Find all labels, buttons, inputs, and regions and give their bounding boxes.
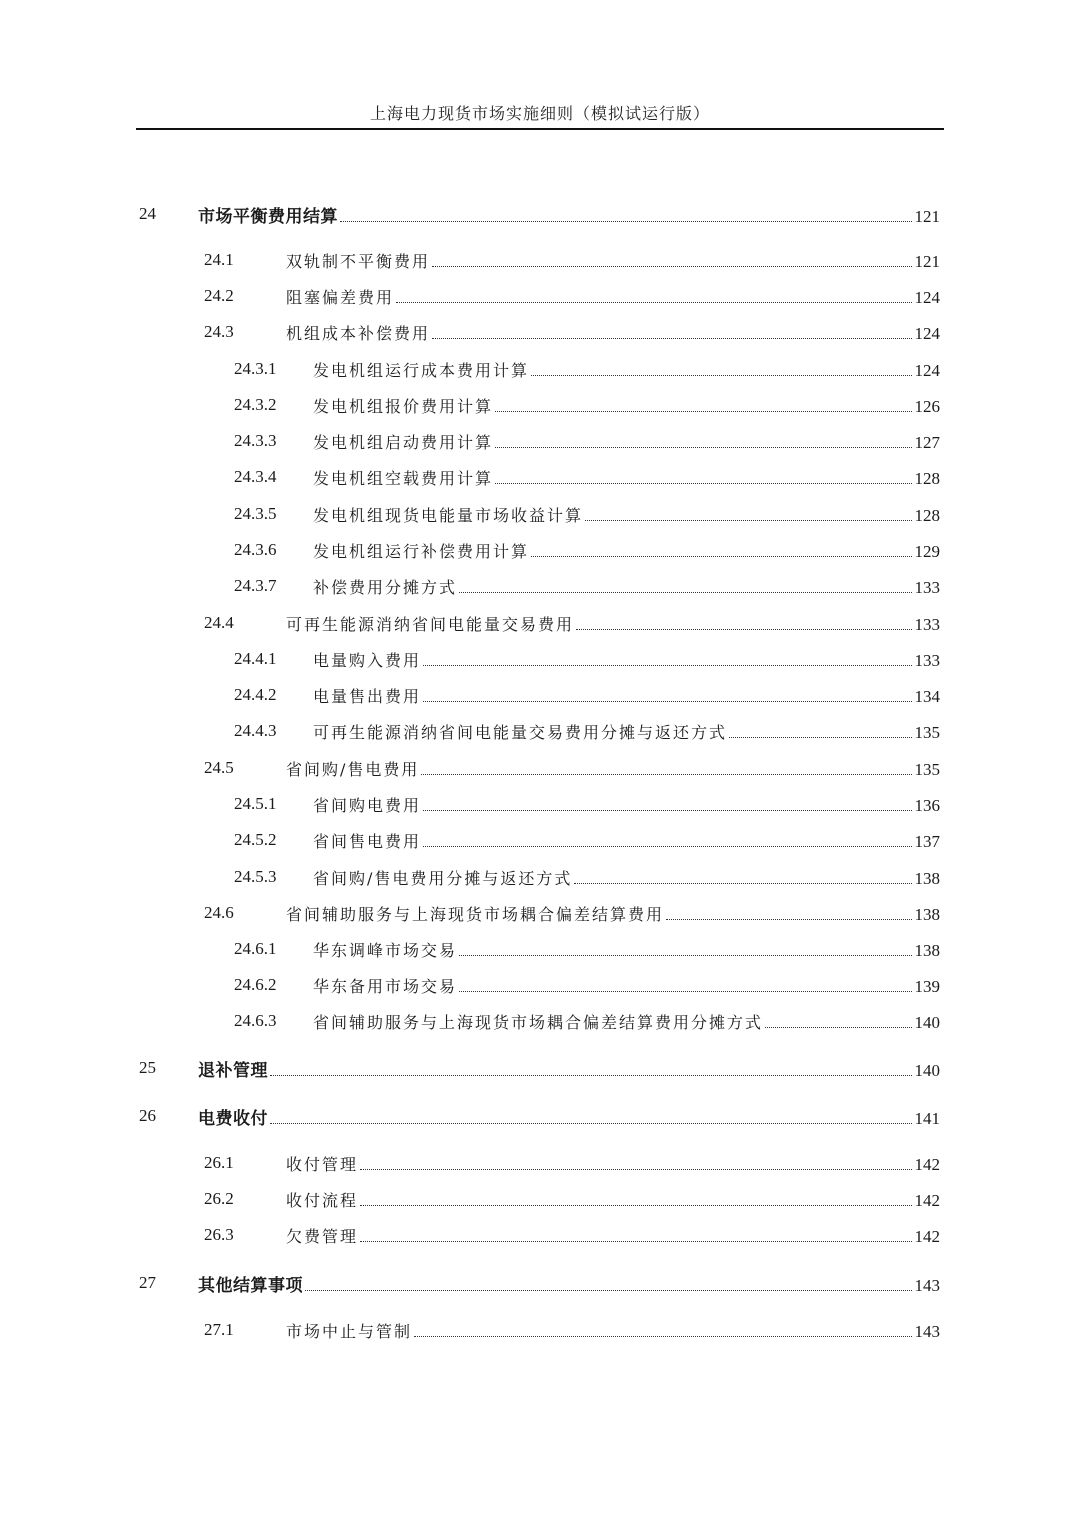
toc-entry-title: 省间售电费用 <box>313 831 422 851</box>
toc-entry-page: 140 <box>914 1012 940 1032</box>
toc-entry[interactable] <box>0 500 1080 528</box>
toc-entry-line <box>198 202 940 227</box>
toc-entry-title: 收付管理 <box>286 1154 359 1174</box>
toc-entry-number: 24.6 <box>204 903 234 922</box>
toc-entry-line <box>313 974 940 997</box>
toc-entry[interactable] <box>0 355 1080 383</box>
toc-entry-line <box>313 358 940 381</box>
toc-entry-title: 电量售出费用 <box>313 686 422 706</box>
toc-entry-page: 129 <box>914 541 940 561</box>
toc-entry-title: 收付流程 <box>286 1190 359 1210</box>
toc-entry-page: 126 <box>914 396 940 416</box>
dot-leader <box>495 447 911 448</box>
toc-entry-page: 137 <box>914 831 940 851</box>
toc-entry-page: 124 <box>914 287 940 307</box>
dot-leader <box>423 846 911 847</box>
toc-entry-line <box>286 1188 940 1211</box>
toc-entry-title: 华东调峰市场交易 <box>313 940 458 960</box>
toc-entry-title: 发电机组运行成本费用计算 <box>313 360 530 380</box>
toc-entry-page: 140 <box>914 1060 940 1080</box>
toc-entry[interactable] <box>0 1185 1080 1213</box>
toc-entry[interactable] <box>0 790 1080 818</box>
toc-entry[interactable] <box>0 863 1080 891</box>
toc-entry-page: 133 <box>914 650 940 670</box>
toc-entry-line <box>313 684 940 707</box>
toc-entry-line <box>286 1224 940 1247</box>
toc-entry-line <box>286 612 940 635</box>
toc-entry-line <box>313 648 940 671</box>
toc-entry-title: 可再生能源消纳省间电能量交易费用分摊与返还方式 <box>313 722 728 742</box>
toc-entry-line <box>198 1104 940 1129</box>
header-rule <box>136 128 944 130</box>
toc-entry[interactable] <box>0 899 1080 927</box>
toc-entry[interactable] <box>0 1269 1080 1297</box>
header-title: 上海电力现货市场实施细则（模拟试运行版） <box>369 104 710 123</box>
dot-leader <box>305 1290 912 1291</box>
toc-entry-line <box>313 430 940 453</box>
toc-entry-page: 135 <box>914 722 940 742</box>
toc-entry-page: 127 <box>914 432 940 452</box>
toc-entry-page: 134 <box>914 686 940 706</box>
toc-entry-page: 138 <box>914 868 940 888</box>
toc-entry-line <box>198 1056 940 1081</box>
dot-leader <box>531 556 911 557</box>
dot-leader <box>459 991 911 992</box>
toc-entry-number: 24.3.6 <box>234 540 277 559</box>
toc-entry-title: 省间购/售电费用分摊与返还方式 <box>313 868 573 888</box>
toc-entry-title: 发电机组空载费用计算 <box>313 468 494 488</box>
toc-entry-number: 24.3.7 <box>234 576 277 595</box>
toc-entry-page: 138 <box>914 940 940 960</box>
toc-entry-line <box>286 1152 940 1175</box>
toc-entry-title: 补偿费用分摊方式 <box>313 577 458 597</box>
dot-leader <box>765 1027 911 1028</box>
toc-entry-number: 27 <box>139 1273 156 1292</box>
toc-entry-line <box>286 1319 940 1342</box>
toc-entry[interactable] <box>0 1316 1080 1344</box>
dot-leader <box>459 955 911 956</box>
toc-entry[interactable] <box>0 200 1080 228</box>
toc-entry-title: 省间购电费用 <box>313 795 422 815</box>
toc-entry-number: 24.3.4 <box>234 467 277 486</box>
toc-entry-title: 机组成本补偿费用 <box>286 323 431 343</box>
toc-entry[interactable] <box>0 246 1080 274</box>
toc-entry-line <box>313 793 940 816</box>
toc-entry-line <box>286 902 940 925</box>
toc-entry-line <box>313 866 940 889</box>
toc-entry-title: 华东备用市场交易 <box>313 976 458 996</box>
toc-entry-line <box>313 503 940 526</box>
toc-entry[interactable] <box>0 826 1080 854</box>
toc-entry[interactable] <box>0 645 1080 673</box>
toc-entry-number: 24.6.1 <box>234 939 277 958</box>
dot-leader <box>340 221 912 222</box>
toc-entry-line <box>313 1010 940 1033</box>
toc-entry-title: 省间购/售电费用 <box>286 759 420 779</box>
dot-leader <box>423 701 911 702</box>
toc-entry[interactable] <box>0 1054 1080 1082</box>
dot-leader <box>414 1336 911 1337</box>
toc-entry[interactable] <box>0 935 1080 963</box>
toc-entry-line <box>286 249 940 272</box>
dot-leader <box>495 483 911 484</box>
toc-entry-title: 省间辅助服务与上海现货市场耦合偏差结算费用 <box>286 904 665 924</box>
toc-entry-number: 24.3.3 <box>234 431 277 450</box>
dot-leader <box>396 302 911 303</box>
toc-entry-number: 25 <box>139 1058 156 1077</box>
dot-leader <box>432 266 911 267</box>
toc-entry-number: 24.2 <box>204 286 234 305</box>
toc-entry[interactable] <box>0 681 1080 709</box>
toc-entry-page: 133 <box>914 577 940 597</box>
toc-entry-line <box>286 757 940 780</box>
toc-entry-title: 发电机组运行补偿费用计算 <box>313 541 530 561</box>
dot-leader <box>432 338 911 339</box>
toc-entry-title: 发电机组启动费用计算 <box>313 432 494 452</box>
toc-entry-title: 发电机组现货电能量市场收益计算 <box>313 505 584 525</box>
dot-leader <box>270 1075 912 1076</box>
toc-entry[interactable] <box>0 572 1080 600</box>
toc-entry-title: 市场平衡费用结算 <box>198 206 338 227</box>
toc-entry-number: 24.4 <box>204 613 234 632</box>
toc-entry-title: 电量购入费用 <box>313 650 422 670</box>
dot-leader <box>729 737 911 738</box>
toc-entry-page: 133 <box>914 614 940 634</box>
toc-entry[interactable] <box>0 463 1080 491</box>
toc-entry-number: 24.4.2 <box>234 685 277 704</box>
dot-leader <box>495 411 911 412</box>
toc-entry[interactable] <box>0 754 1080 782</box>
toc-entry-line <box>286 321 940 344</box>
toc-entry-title: 发电机组报价费用计算 <box>313 396 494 416</box>
toc-entry-page: 121 <box>914 206 940 226</box>
toc-entry-title: 双轨制不平衡费用 <box>286 251 431 271</box>
toc-entry-page: 143 <box>914 1275 940 1295</box>
toc-entry-title: 退补管理 <box>198 1060 268 1081</box>
toc-entry-number: 24.5 <box>204 758 234 777</box>
toc-entry-line <box>286 285 940 308</box>
dot-leader <box>360 1241 911 1242</box>
dot-leader <box>459 592 911 593</box>
dot-leader <box>585 520 911 521</box>
toc-entry-number: 24.4.3 <box>234 721 277 740</box>
toc-entry-number: 24.6.3 <box>234 1011 277 1030</box>
toc-entry-number: 24.3.2 <box>234 395 277 414</box>
toc-entry-line <box>313 539 940 562</box>
toc-entry-line <box>313 394 940 417</box>
toc-entry-page: 136 <box>914 795 940 815</box>
dot-leader <box>576 629 911 630</box>
toc-entry[interactable] <box>0 717 1080 745</box>
toc-entry-page: 141 <box>914 1108 940 1128</box>
toc-entry-title: 电费收付 <box>198 1108 268 1129</box>
toc-entry-title: 欠费管理 <box>286 1226 359 1246</box>
dot-leader <box>531 375 911 376</box>
toc-entry-page: 124 <box>914 360 940 380</box>
toc-entry[interactable] <box>0 971 1080 999</box>
toc-entry-number: 24.6.2 <box>234 975 277 994</box>
toc-entry-line <box>198 1271 940 1296</box>
toc-entry-title: 其他结算事项 <box>198 1275 303 1296</box>
dot-leader <box>360 1169 911 1170</box>
toc-entry-page: 128 <box>914 468 940 488</box>
dot-leader <box>666 919 911 920</box>
toc-entry-number: 24.5.1 <box>234 794 277 813</box>
toc-entry-title: 可再生能源消纳省间电能量交易费用 <box>286 614 575 634</box>
toc-entry-line <box>313 938 940 961</box>
dot-leader <box>574 883 911 884</box>
toc-entry-number: 24 <box>139 204 156 223</box>
toc-entry[interactable] <box>0 1149 1080 1177</box>
toc-entry[interactable] <box>0 609 1080 637</box>
toc-entry-number: 24.1 <box>204 250 234 269</box>
toc-entry-page: 135 <box>914 759 940 779</box>
toc-entry[interactable] <box>0 318 1080 346</box>
toc-entry-number: 24.3.5 <box>234 504 277 523</box>
toc-entry-number: 24.5.2 <box>234 830 277 849</box>
dot-leader <box>270 1123 912 1124</box>
toc-entry[interactable] <box>0 427 1080 455</box>
toc-entry[interactable] <box>0 1221 1080 1249</box>
toc-entry-line <box>313 575 940 598</box>
toc-entry[interactable] <box>0 282 1080 310</box>
toc-entry-page: 139 <box>914 976 940 996</box>
toc-entry-page: 121 <box>914 251 940 271</box>
toc-entry-page: 142 <box>914 1154 940 1174</box>
toc-entry-number: 24.4.1 <box>234 649 277 668</box>
toc-entry-page: 128 <box>914 505 940 525</box>
toc-entry-number: 24.3.1 <box>234 359 277 378</box>
toc-entry-line <box>313 466 940 489</box>
dot-leader <box>423 665 911 666</box>
toc-entry-page: 124 <box>914 323 940 343</box>
toc-entry[interactable] <box>0 536 1080 564</box>
toc-entry-number: 27.1 <box>204 1320 234 1339</box>
toc-entry-page: 143 <box>914 1321 940 1341</box>
toc-entry-page: 142 <box>914 1226 940 1246</box>
toc-entry[interactable] <box>0 391 1080 419</box>
toc-entry-number: 26 <box>139 1106 156 1125</box>
toc-entry-page: 138 <box>914 904 940 924</box>
dot-leader <box>423 810 911 811</box>
toc-entry-line <box>313 829 940 852</box>
toc-entry[interactable] <box>0 1102 1080 1130</box>
toc-entry-title: 阻塞偏差费用 <box>286 287 395 307</box>
toc-entry[interactable] <box>0 1007 1080 1035</box>
toc-entry-title: 市场中止与管制 <box>286 1321 413 1341</box>
toc-entry-number: 24.5.3 <box>234 867 277 886</box>
toc-entry-title: 省间辅助服务与上海现货市场耦合偏差结算费用分摊方式 <box>313 1012 764 1032</box>
toc-entry-number: 26.1 <box>204 1153 234 1172</box>
dot-leader <box>360 1205 911 1206</box>
toc-entry-line <box>313 720 940 743</box>
dot-leader <box>421 774 911 775</box>
toc-entry-number: 26.3 <box>204 1225 234 1244</box>
toc-entry-page: 142 <box>914 1190 940 1210</box>
toc-entry-number: 24.3 <box>204 322 234 341</box>
toc-entry-number: 26.2 <box>204 1189 234 1208</box>
